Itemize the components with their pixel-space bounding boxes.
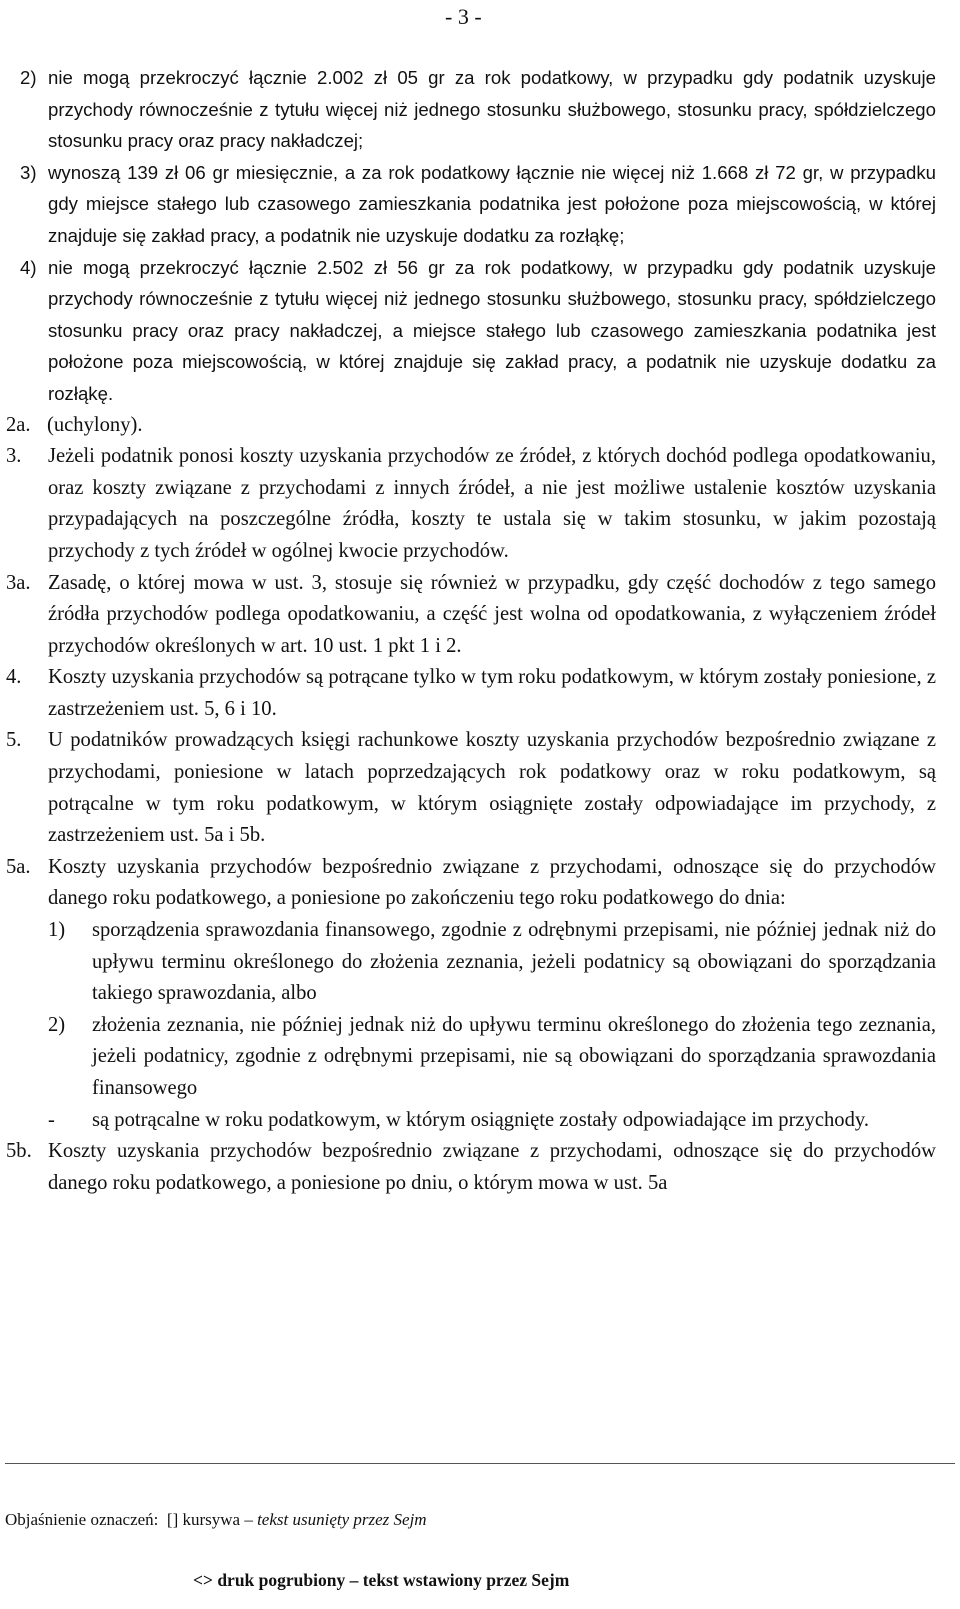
item-number: 1) bbox=[48, 919, 66, 942]
item-text: U podatników prowadzących księgi rachunkowe koszty uzyskania przychodów bezpośrednio związane z przychodami, poniesione w latach poprzedzających rok podatkowy oraz w roku podatkowym, są potrącalne w tym roku podatkowym, w którym osiągnięte zostały odpowiadające im przychody, z zastrzeżeniem ust. 5a i 5b. bbox=[48, 729, 936, 847]
item-text: sporządzenia sprawozdania finansowego, zgodnie z odrębnymi przepisami, nie później jednak niż do upływu terminu określonego do złożenia zeznania, jeżeli podatnicy są obowiązani do sporządzania takiego sprawozdania, albo bbox=[92, 919, 936, 1005]
list-item bbox=[0, 915, 960, 1010]
paragraph bbox=[0, 662, 960, 725]
item-number: 5b. bbox=[6, 1140, 32, 1163]
item-number: 3a. bbox=[6, 571, 31, 594]
footer-divider bbox=[5, 1463, 955, 1464]
item-number: 4) bbox=[20, 256, 37, 278]
list-item bbox=[0, 157, 960, 252]
item-text: wynoszą 139 zł 06 gr miesięcznie, a za rok podatkowy łącznie nie więcej niż 1.668 zł 72 gr, w przypadku gdy miejsce stałego lub czasowego zamieszkania podatnika jest położone poza miejscowością, w której znajduje się zakład pracy, a podatnik nie uzyskuje dodatku za rozłąkę; bbox=[48, 161, 936, 246]
paragraph bbox=[0, 441, 960, 567]
paragraph bbox=[0, 410, 960, 442]
list-item bbox=[0, 1105, 960, 1137]
item-number: 3) bbox=[20, 161, 37, 183]
list-item bbox=[0, 62, 960, 157]
footer-label: Objaśnienie oznaczeń: bbox=[5, 1510, 159, 1529]
item-text: Koszty uzyskania przychodów bezpośrednio związane z przychodami, odnoszące się do przychodów danego roku podatkowego, a poniesione po zakończeniu tego roku podatkowego do dnia: bbox=[48, 855, 936, 910]
item-text: Koszty uzyskania przychodów bezpośrednio związane z przychodami, odnoszące się do przychodów danego roku podatkowego, a poniesione po dniu, o którym mowa w ust. 5a bbox=[48, 1140, 936, 1194]
item-number: 2) bbox=[20, 67, 37, 88]
footer-dash: – bbox=[244, 1510, 253, 1529]
footer-bracket: [] kursywa bbox=[166, 1510, 241, 1529]
item-text: Zasadę, o której mowa w ust. 3, stosuje się również w przypadku, gdy część dochodów z tego samego źródła przychodów podlega opodatkowaniu, a część jest wolna od opodatkowania, z wyłączeniem źródeł przychodów określonych w art. 10 ust. 1 pkt 1 i 2. bbox=[48, 571, 936, 657]
item-text: Koszty uzyskania przychodów są potrącane tylko w tym roku podatkowym, w którym zostały poniesione, z zastrzeżeniem ust. 5, 6 i 10. bbox=[48, 666, 936, 720]
footer-bold-legend: <> druk pogrubiony – tekst wstawiony przez Sejm bbox=[193, 1570, 570, 1590]
item-number: 3. bbox=[6, 445, 22, 468]
list-item bbox=[0, 1010, 960, 1105]
paragraph bbox=[0, 568, 960, 663]
item-number: 5. bbox=[6, 729, 22, 752]
page-number: - 3 - bbox=[445, 4, 482, 29]
item-number: 4. bbox=[6, 666, 22, 689]
item-number: 2a. bbox=[6, 413, 31, 436]
footer-italic: tekst usunięty przez Sejm bbox=[257, 1510, 427, 1529]
item-text: Jeżeli podatnik ponosi koszty uzyskania przychodów ze źródeł, z których dochód podlega opodatkowaniu, oraz koszty związane z przychodami z innych źródeł, a nie jest możliwe ustalenie kosztów uzyskania przypadających na poszczególne źródła, koszty te ustala się w takim stosunku, w jakim pozostają przychody z tych źródeł w ogólnej kwocie przychodów. bbox=[48, 445, 936, 562]
paragraph bbox=[0, 1136, 960, 1199]
list-item bbox=[0, 252, 960, 410]
item-text: nie mogą przekroczyć łącznie 2.002 zł 05 gr za rok podatkowy, w przypadku gdy podatnik uzyskuje przychody równocześnie z tytułu więcej niż jednego stosunku służbowego, stosunku pracy, spółdzielczego stosunku pracy oraz pracy nakładczej; bbox=[48, 67, 936, 152]
item-dash: - bbox=[48, 1108, 55, 1131]
item-text: nie mogą przekroczyć łącznie 2.502 zł 56 gr za rok podatkowy, w przypadku gdy podatnik uzyskuje przychody równocześnie z tytułu więcej niż jednego stosunku służbowego, stosunku pracy, spółdzielczego stosunku pracy oraz pracy nakładczej, a miejsce stałego lub czasowego zamieszkania podatnika jest położone poza miejscowością, w której znajduje się zakład pracy, a podatnik nie uzyskuje dodatku za rozłąkę. bbox=[48, 256, 936, 404]
item-text: (uchylony). bbox=[47, 413, 143, 436]
document-body bbox=[0, 62, 960, 1199]
item-text: są potrącalne w roku podatkowym, w którym osiągnięte zostały odpowiadające im przychody. bbox=[92, 1108, 870, 1131]
item-text: złożenia zeznania, nie później jednak niż do upływu terminu określonego do złożenia tego zeznania, jeżeli podatnicy, zgodnie z odrębnymi przepisami, nie są obowiązani do sporządzania sprawozdania finansowego bbox=[92, 1013, 936, 1099]
paragraph bbox=[0, 725, 960, 851]
item-number: 5a. bbox=[6, 855, 31, 878]
paragraph bbox=[0, 852, 960, 915]
footer-legend bbox=[5, 1508, 427, 1532]
item-number: 2) bbox=[48, 1013, 66, 1036]
